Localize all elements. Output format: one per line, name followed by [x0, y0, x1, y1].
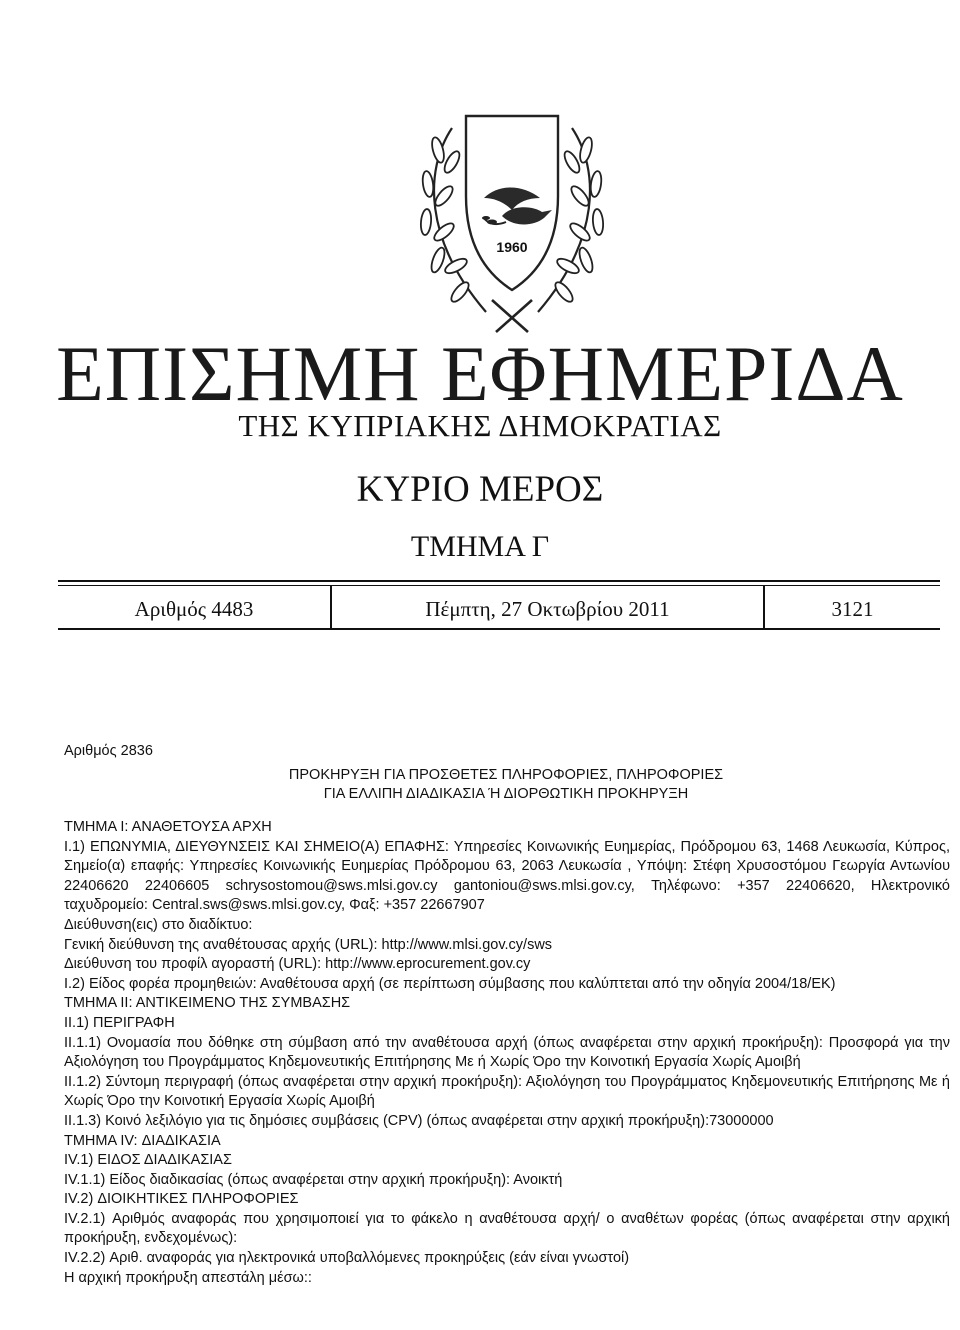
rule-top-thick [58, 580, 940, 582]
paragraph: ΤΜΗΜΑ Ι: ΑΝΑΘΕΤΟΥΣΑ ΑΡΧΗ [64, 819, 272, 835]
coat-of-arms-emblem [394, 100, 630, 338]
paragraph: Διεύθυνση(εις) στο διαδίκτυο: [64, 916, 253, 933]
paragraph: IV.2.1) Αριθμός αναφοράς που χρησιμοποιεί για το φάκελο η αναθέτουσα αρχή/ ο αναθέτων φορέας (όπως αναφέρεται στην αρχική προκήρυξη, ενδεχομένως): [64, 1210, 950, 1247]
paragraph: ΙΙ.1.1) Ονομασία που δόθηκε στη σύμβαση από την αναθέτουσα αρχή (όπως αναφέρεται στην αρχική προκήρυξη): Προσφορά για την Αξιολόγηση του Προγράμματος Κηδεμονευτικής Επιτήρησης Με ή Χωρίς Όρο την Κοινοτική Εργασία Χωρίς Αμοιβή [64, 1034, 950, 1071]
gazette-title: ΕΠΙΣΗΜΗ ΕΦΗΜΕΡΙΔΑ [56, 330, 904, 417]
gazette-part: ΚΥΡΙΟ ΜΕΡΟΣ [356, 469, 604, 510]
paragraph: ΙΙ.1.3) Κοινό λεξιλόγιο για τις δημόσιες συμβάσεις (CPV) (όπως αναφέρεται στην αρχική προκήρυξη):73000000 [64, 1112, 774, 1129]
notice-heading-line1: ΠΡΟΚΗΡΥΞΗ ΓΙΑ ΠΡΟΣΘΕΤΕΣ ΠΛΗΡΟΦΟΡΙΕΣ, ΠΛΗΡΟΦΟΡΙΕΣ [288, 767, 724, 783]
paragraph: IV.2.2) Αριθ. αναφοράς για ηλεκτρονικά υποβαλλόμενες προκηρύξεις (εάν είναι γνωστοί) [64, 1250, 630, 1267]
gazette-section: ΤΜΗΜΑ Γ [410, 530, 550, 563]
paragraph: Γενική διεύθυνση της αναθέτουσας αρχής (URL): http://www.mlsi.gov.cy/sws [64, 936, 553, 953]
issue-date: Πέμπτη, 27 Οκτωβρίου 2011 [425, 597, 670, 621]
paragraph: IV.1.1) Είδος διαδικασίας (όπως αναφέρεται στην αρχική προκήρυξη): Ανοικτή [64, 1171, 563, 1188]
rule-top-thin [58, 585, 940, 586]
emblem-year: 1960 [496, 239, 528, 255]
gazette-subtitle: ΤΗΣ ΚΥΠΡΙΑΚΗΣ ΔΗΜΟΚΡΑΤΙΑΣ [238, 408, 722, 443]
paragraph: ΙΙ.1.2) Σύντομη περιγραφή (όπως αναφέρεται στην αρχική προκήρυξη): Αξιολόγηση του Προγράμματος Κηδεμονευτικής Επιτήρησης Με ή Χωρίς Όρο την Κοινοτική Εργασία Χωρίς Αμοιβή [64, 1073, 950, 1110]
paragraph: Ι.1) ΕΠΩΝΥΜΙΑ, ΔΙΕΥΘΥΝΣΕΙΣ ΚΑΙ ΣΗΜΕΙΟ(Α) ΕΠΑΦΗΣ: Υπηρεσίες Κοινωνικής Ευημερίας, Πρόδρομου 63, 1468 Λευκωσία, Κύπρος, Σημείο(α) επαφής: Υπηρεσίες Κοινωνικής Ευημερίας Πρόδρομου 63, 2063 Λευκωσία , Υπόψη: Στέφη Χρυσοστόμου Γεωργία Αντωνίου 22406620 22406605 schrysostomou@sws.mlsi.gov.cy gantoniou@sws.mlsi.gov.cy, Τηλέφωνο: +357 22406620, Ηλεκτρονικό ταχυδρομείο: Central.sws@sws.mlsi.gov.cy, Φαξ: +357 22667907 [64, 838, 950, 914]
rule-bottom [58, 628, 940, 630]
issue-number: Αριθμός 4483 [134, 597, 254, 621]
paragraph: IV.2) ΔΙΟΙΚΗΤΙΚΕΣ ΠΛΗΡΟΦΟΡΙΕΣ [64, 1191, 299, 1208]
notice-number: Αριθμός 2836 [64, 743, 153, 759]
paragraph: ΤΜΗΜΑ IV: ΔΙΑΔΙΚΑΣΙΑ [64, 1132, 221, 1149]
paragraph: Ι.2) Είδος φορέα προμηθειών: Αναθέτουσα αρχή (σε περίπτωση σύμβασης που καλύπτεται από την οδηγία 2004/18/ΕΚ) [64, 975, 836, 992]
page-number: 3121 [831, 597, 874, 621]
paragraph: ΤΜΗΜΑ ΙΙ: ΑΝΤΙΚΕΙΜΕΝΟ ΤΗΣ ΣΥΜΒΑΣΗΣ [64, 995, 351, 1012]
paragraph: Διεύθυνση του προφίλ αγοραστή (URL): http://www.eprocurement.gov.cy [64, 956, 531, 973]
notice-heading-line2: ΓΙΑ ΕΛΛΙΠΗ ΔΙΑΔΙΚΑΣΙΑ Ή ΔΙΟΡΘΩΤΙΚΗ ΠΡΟΚΗΡΥΞΗ [323, 786, 689, 802]
paragraph: ΙΙ.1) ΠΕΡΙΓΡΑΦΗ [64, 1014, 175, 1031]
paragraph: Η αρχική προκήρυξη απεστάλη μέσω:: [64, 1269, 312, 1286]
notice-body [64, 818, 950, 1288]
paragraph: IV.1) ΕΙΔΟΣ ΔΙΑΔΙΚΑΣΙΑΣ [64, 1152, 232, 1169]
